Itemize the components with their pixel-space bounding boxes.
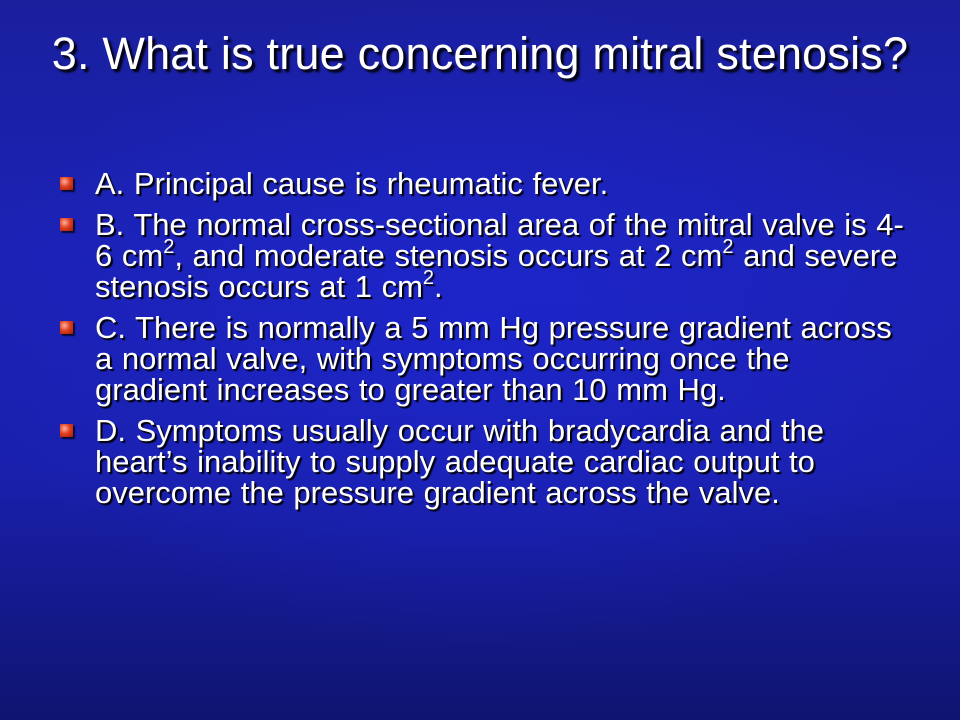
bullet-icon	[60, 321, 73, 334]
option-d-text: D. Symptoms usually occur with bradycardia and the heart’s inability to supply adequate cardiac output to overcome the pressure gradient across the valve.	[95, 413, 824, 510]
superscript-2: 2	[422, 266, 435, 289]
option-d	[60, 415, 910, 508]
option-b-text	[95, 207, 904, 304]
option-a	[60, 168, 910, 199]
bullet-icon	[60, 218, 73, 231]
option-a-text: A. Principal cause is rheumatic fever.	[95, 166, 609, 201]
superscript-2: 2	[163, 235, 175, 258]
option-b-text-part4: .	[434, 269, 443, 304]
answer-options-list	[60, 168, 910, 518]
option-c-text: C. There is normally a 5 mm Hg pressure gradient across a normal valve, with symptoms occurring once the gradient increases to greater than 10 mm Hg.	[95, 310, 892, 407]
option-b-text-part3: and severe stenosis occurs at 1 cm	[95, 238, 898, 304]
option-c	[60, 312, 910, 405]
option-b-text-part1: B. The normal cross-sectional area of the mitral valve is 4-6 cm	[95, 207, 904, 273]
slide-title: 3. What is true concerning mitral stenosis?	[51, 28, 909, 79]
bullet-icon	[60, 177, 73, 190]
option-b-text-part2: , and moderate stenosis occurs at 2 cm	[174, 238, 723, 273]
superscript-2: 2	[722, 235, 734, 258]
bullet-icon	[60, 424, 73, 437]
option-b	[60, 209, 910, 302]
